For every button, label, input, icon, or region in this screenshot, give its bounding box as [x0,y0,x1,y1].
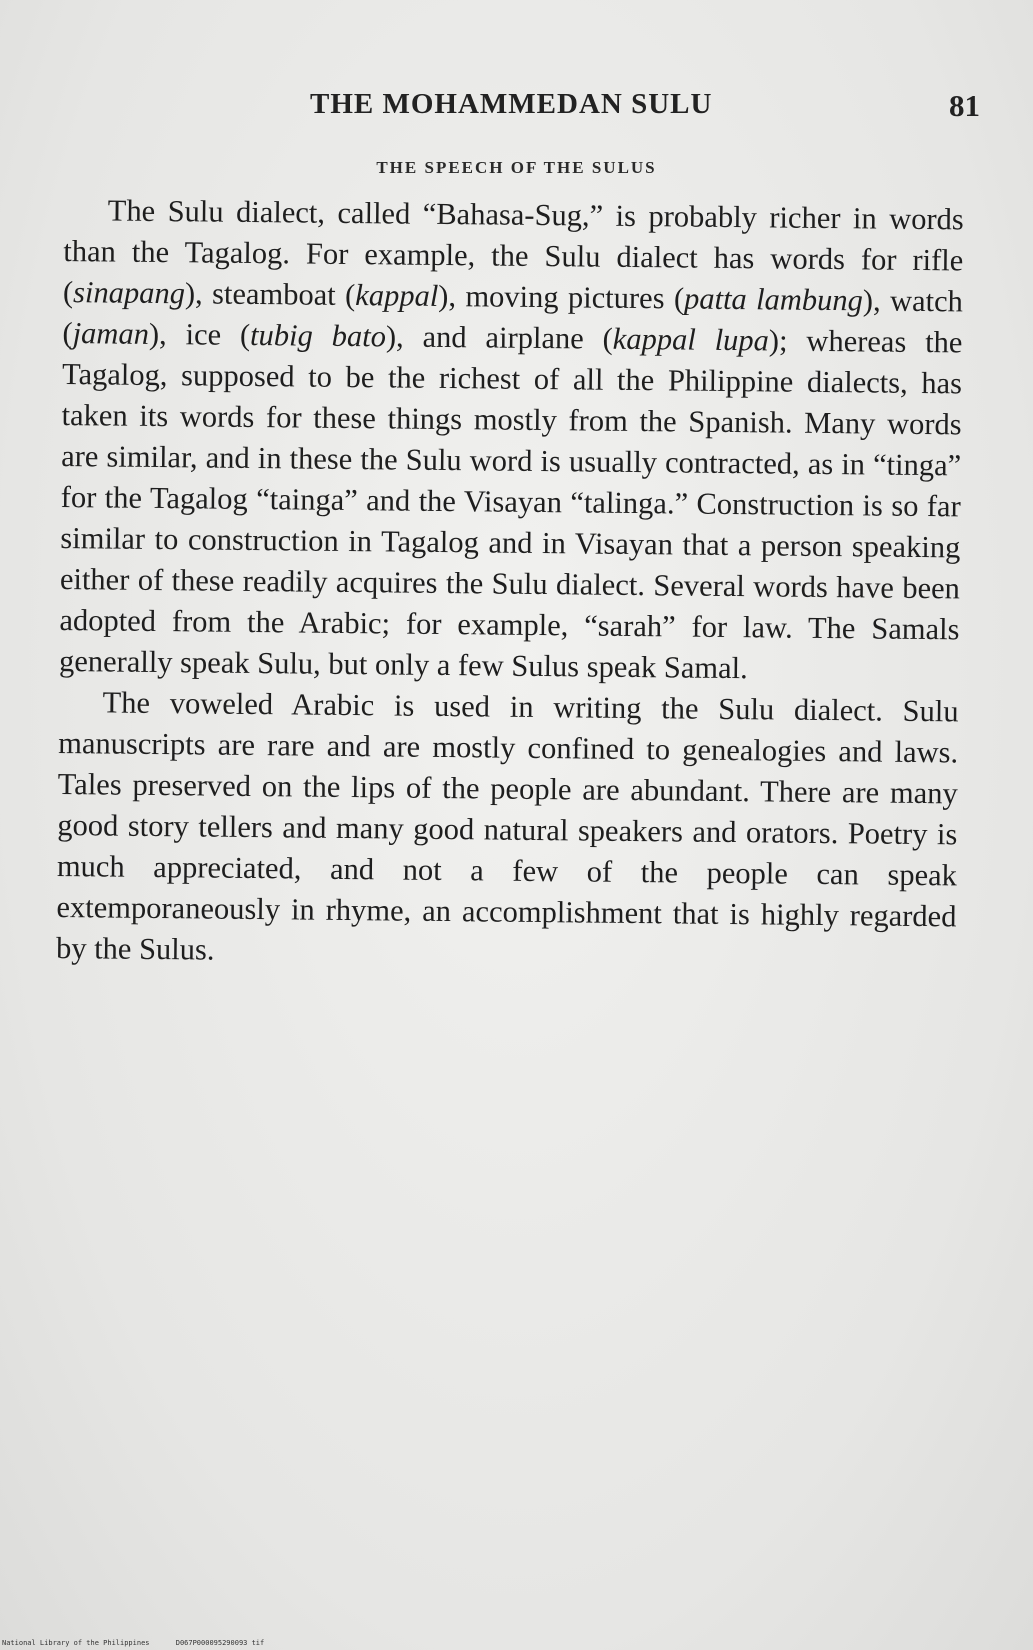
italic-term: jaman [72,316,150,351]
text-run: The Sulu dialect, called “Bahasa-Sug,” is probably richer in words than the Tagalog. For example, the Sulu dialect has words for rifle ( [62,193,964,310]
running-head [60,88,980,128]
body-text [56,190,964,978]
paragraph [56,682,959,978]
text-run: ), moving pictures ( [438,278,685,316]
italic-term: sinapang [72,275,186,311]
text-run: The voweled Arabic is used in writing the Sulu dialect. Sulu manuscripts are rare and are mostly confined to genealogies and laws. Tales preserved on the lips of the people are abundant. There are many good story tellers and many good natural speakers and orators. Poetry is much appreciated, and not a few of the people can speak extemporaneously in rhyme, an accomplishment that is highly regarded by the Sulus. [55,685,959,967]
text-run: ), watch ( [62,283,964,351]
text-run: ), steamboat ( [184,276,356,313]
footer-file-id: D067P000095290093 tif [175,1639,265,1647]
text-run: ), and airplane ( [385,319,613,356]
footer-library: National Library of the Philippines [2,1639,150,1647]
italic-term: kappal lupa [612,321,770,358]
text-run: ); whereas the Tagalog, supposed to be the richest of all the Philippine dialects, has taken its words for these things mostly from the Spanish. Many words are similar, and in these the Sulu word is usually contracted, as in “tinga” for the Tagalog “tainga” and the Visayan “talinga.” Construction is so far similar to construction in Tagalog and in Visayan that a person speaking either of these readily acquires the Sulu dialect. Several words have been adopted from the Arabic; for example, “sarah” for law. The Samals generally speak Sulu, but only a few Sulus speak Samal. [58,323,963,686]
italic-term: kappal [355,278,439,313]
section-title: THE SPEECH OF THE SULUS [376,158,657,177]
paragraph [59,190,964,691]
page-number: 81 [949,88,980,123]
italic-term: patta lambung [683,281,864,318]
italic-term: tubig bato [249,317,387,354]
text-run: ), ice ( [148,316,251,352]
scan-footer [2,1639,264,1647]
running-title: THE MOHAMMEDAN SULU [310,88,713,120]
